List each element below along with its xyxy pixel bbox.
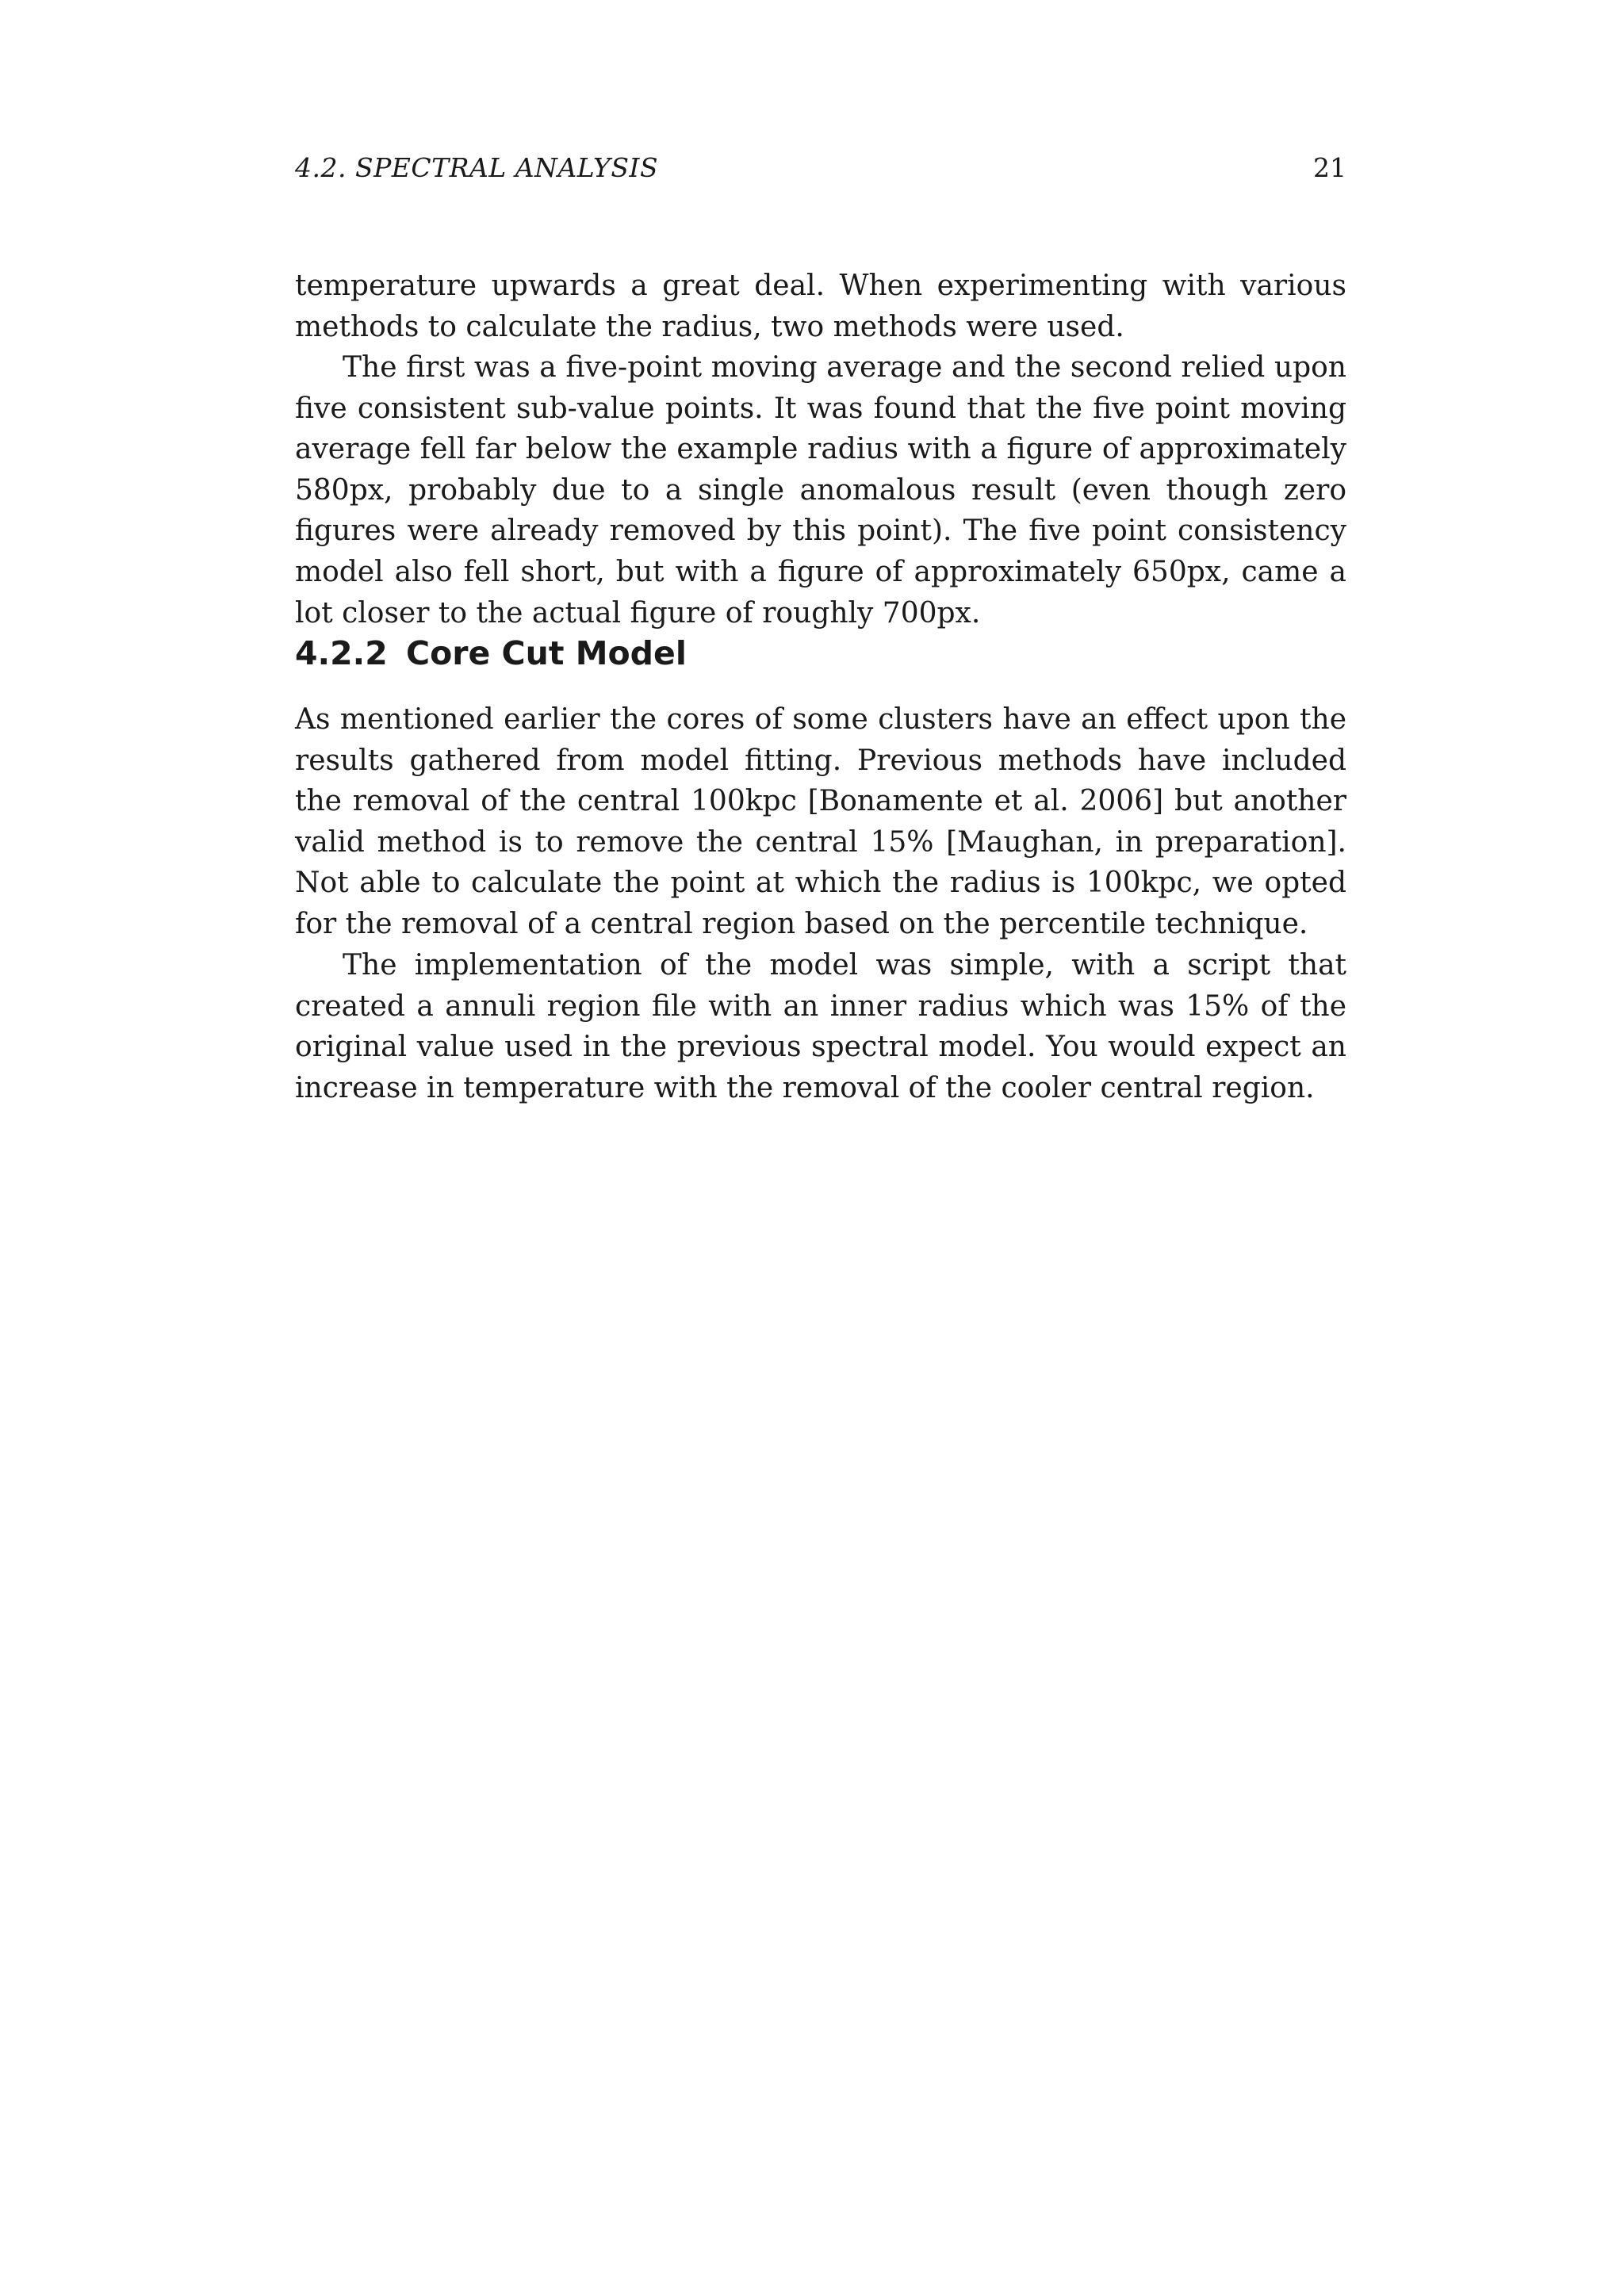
- section-title: Core Cut Model: [406, 634, 687, 672]
- running-head: 4.2. SPECTRAL ANALYSIS: [295, 152, 659, 183]
- section-heading: [295, 634, 687, 672]
- page-header: [295, 152, 1346, 192]
- section-number: 4.2.2: [295, 634, 388, 672]
- paragraph-radius-methods: The first was a five-point moving average and the second relied upon five consistent sub-value points. It was found that the five point moving average fell far below the example radius with a figure of approximately 580px, probably due to a single anomalous result (even though zero figures were already removed by this point). The five point consistency model also fell short, but with a figure of approximately 650px, came a lot closer to the actual figure of roughly 700px.: [295, 351, 1346, 629]
- page-number: 21: [1313, 152, 1346, 183]
- paragraph-implementation: The implementation of the model was simple, with a script that created a annuli region file with an inner radius which was 15% of the original value used in the previous spectral model. You would expect an increase in temperature with the removal of the cooler central region.: [295, 949, 1346, 1104]
- paragraph-continued: temperature upwards a great deal. When experimenting with various methods to calculate the radius, two methods were used.: [295, 270, 1346, 343]
- paragraph-core-effect: As mentioned earlier the cores of some clusters have an effect upon the results gathered from model fitting. Previous methods have included the removal of the central 100kpc [Bonamente et al. 2006] but another valid method is to remove the central 15% [Maughan, in preparation]. Not able to calculate the point at which the radius is 100kpc, we opted for the removal of a central region based on the percentile technique.: [295, 703, 1346, 940]
